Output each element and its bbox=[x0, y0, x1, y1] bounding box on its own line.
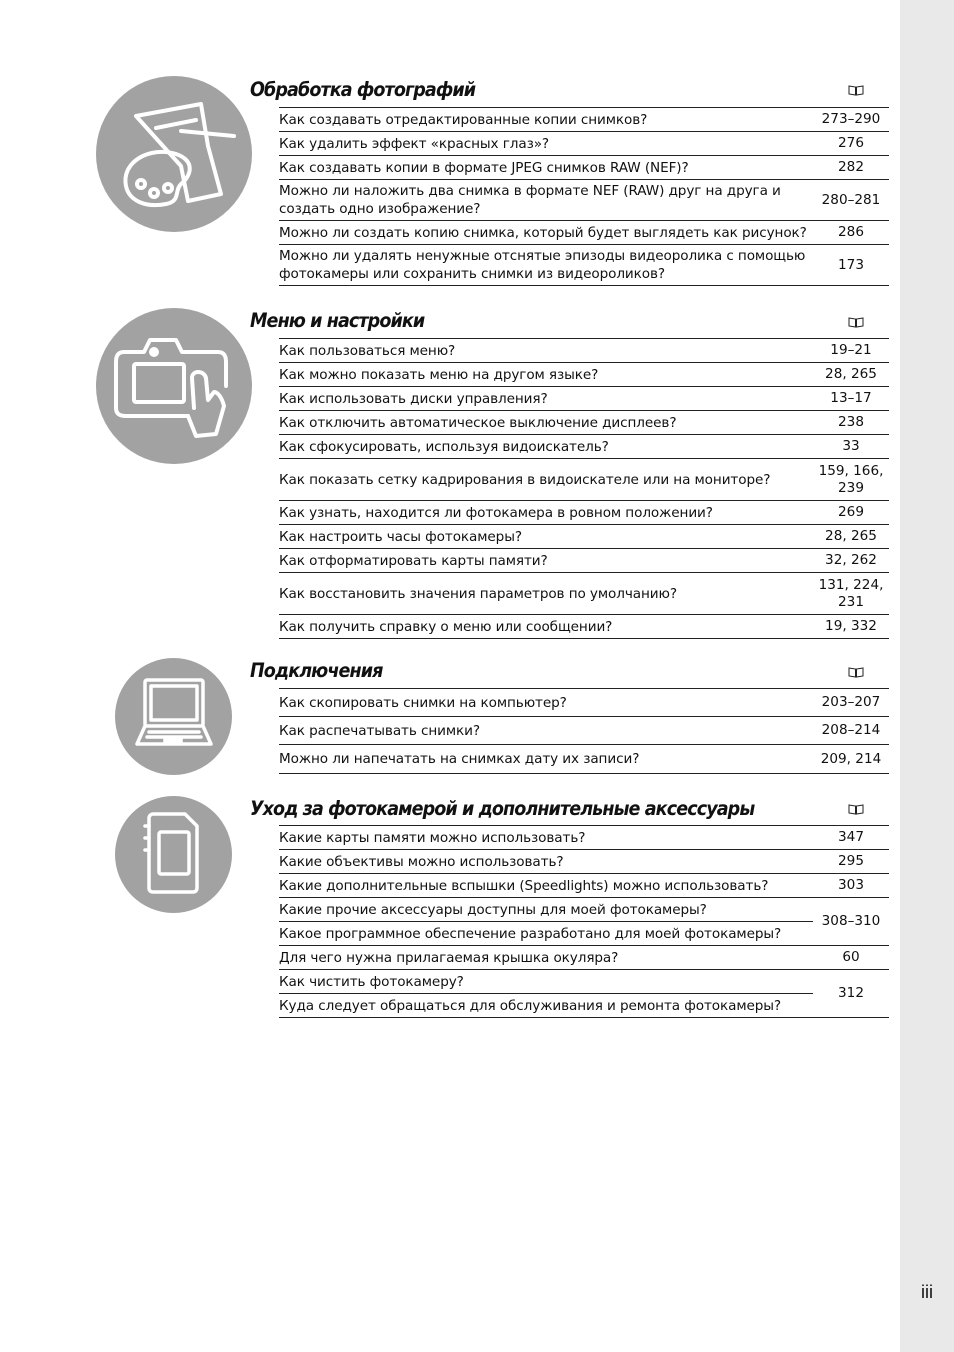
question: Куда следует обращаться для обслуживания и ремонта фотокамеры? bbox=[279, 993, 813, 1017]
table-row bbox=[279, 108, 889, 132]
laptop-icon bbox=[115, 658, 232, 775]
table-row bbox=[279, 411, 889, 435]
question: Как можно показать меню на другом языке? bbox=[279, 366, 599, 383]
question: Можно ли наложить два снимка в формате NEF (RAW) друг на друга и создать одно изображение? bbox=[279, 183, 781, 217]
table-row bbox=[279, 549, 889, 573]
question: Как пользоваться меню? bbox=[279, 342, 456, 359]
faq-table bbox=[279, 338, 889, 639]
page-ref: 19–21 bbox=[830, 342, 872, 358]
page-ref: 273–290 bbox=[821, 111, 881, 127]
table-row bbox=[279, 745, 889, 774]
question: Какие карты памяти можно использовать? bbox=[279, 829, 586, 846]
table-row bbox=[279, 221, 889, 245]
page-ref: 28, 265 bbox=[825, 366, 877, 382]
table-row bbox=[279, 132, 889, 156]
palette-icon bbox=[96, 76, 252, 232]
question: Как создавать отредактированные копии снимков? bbox=[279, 111, 648, 128]
page-ref: 33 bbox=[842, 438, 860, 454]
page-ref: 32, 262 bbox=[825, 552, 877, 568]
question: Как скопировать снимки на компьютер? bbox=[279, 694, 567, 711]
page-ref: 13–17 bbox=[830, 390, 872, 406]
faq-table bbox=[279, 688, 889, 774]
question: Как получить справку о меню или сообщении? bbox=[279, 618, 613, 635]
table-row bbox=[279, 874, 889, 898]
page-number: iii bbox=[921, 1282, 933, 1302]
question: Как отключить автоматическое выключение дисплеев? bbox=[279, 414, 677, 431]
question: Как распечатывать снимки? bbox=[279, 722, 481, 739]
question: Как отформатировать карты памяти? bbox=[279, 552, 548, 569]
page-ref: 282 bbox=[838, 159, 864, 175]
question-group bbox=[279, 898, 813, 945]
table-row bbox=[279, 970, 889, 1018]
page-ref: 312 bbox=[838, 985, 864, 1001]
question: Как создавать копии в формате JPEG снимков RAW (NEF)? bbox=[279, 159, 689, 176]
table-row bbox=[279, 615, 889, 639]
table-row bbox=[279, 339, 889, 363]
page-ref: 295 bbox=[838, 853, 864, 869]
book-icon bbox=[848, 316, 864, 328]
section-title: Уход за фотокамерой и дополнительные аксессуары bbox=[250, 797, 755, 820]
question: Можно ли создать копию снимка, который будет выглядеть как рисунок? bbox=[279, 224, 807, 241]
camera-hand-icon bbox=[96, 308, 252, 464]
page-ref: 208–214 bbox=[821, 722, 881, 738]
book-icon bbox=[848, 666, 864, 678]
section-title: Обработка фотографий bbox=[250, 78, 476, 101]
page-ref: 286 bbox=[838, 224, 864, 240]
table-row bbox=[279, 826, 889, 850]
question: Для чего нужна прилагаемая крышка окуляра? bbox=[279, 949, 619, 966]
page-ref: 131, 224, 231 bbox=[818, 576, 884, 610]
table-row bbox=[279, 525, 889, 549]
page-ref: 173 bbox=[838, 256, 864, 273]
section-title: Подключения bbox=[250, 659, 383, 682]
page-ref: 238 bbox=[838, 414, 864, 430]
table-row bbox=[279, 717, 889, 745]
section-title: Меню и настройки bbox=[250, 309, 425, 332]
side-strip bbox=[900, 0, 954, 1352]
question: Как чистить фотокамеру? bbox=[279, 973, 464, 990]
table-row bbox=[279, 363, 889, 387]
question: Как узнать, находится ли фотокамера в ровном положении? bbox=[279, 504, 713, 521]
page-ref: 280–281 bbox=[821, 191, 881, 208]
table-row bbox=[279, 387, 889, 411]
table-row bbox=[279, 245, 889, 286]
table-row bbox=[279, 573, 889, 615]
table-row bbox=[279, 156, 889, 180]
question: Как использовать диски управления? bbox=[279, 390, 548, 407]
faq-table bbox=[279, 107, 889, 286]
question-group bbox=[279, 970, 813, 1017]
question: Можно ли удалять ненужные отснятые эпизоды видеоролика с помощью фотокамеры или сохранить снимки из видеороликов? bbox=[279, 248, 806, 282]
page-ref: 308–310 bbox=[821, 913, 881, 929]
faq-table bbox=[279, 825, 889, 1018]
page-ref: 276 bbox=[838, 135, 864, 151]
table-row bbox=[279, 898, 889, 946]
table-row bbox=[279, 459, 889, 501]
book-icon bbox=[848, 803, 864, 815]
page-ref: 347 bbox=[838, 829, 864, 845]
table-row bbox=[279, 501, 889, 525]
question: Как сфокусировать, используя видоискатель? bbox=[279, 438, 609, 455]
page-ref: 203–207 bbox=[821, 694, 881, 710]
table-row bbox=[279, 435, 889, 459]
page-ref: 19, 332 bbox=[825, 618, 877, 634]
question: Как восстановить значения параметров по умолчанию? bbox=[279, 585, 677, 602]
question: Как показать сетку кадрирования в видоискателе или на мониторе? bbox=[279, 471, 771, 488]
page-ref: 159, 166, 239 bbox=[818, 462, 884, 496]
question: Какие дополнительные вспышки (Speedlights) можно использовать? bbox=[279, 877, 769, 894]
table-row bbox=[279, 689, 889, 717]
table-row bbox=[279, 850, 889, 874]
question: Какое программное обеспечение разработано для моей фотокамеры? bbox=[279, 921, 813, 945]
page-ref: 60 bbox=[842, 949, 860, 965]
question: Как удалить эффект «красных глаз»? bbox=[279, 135, 550, 152]
question: Можно ли напечатать на снимках дату их записи? bbox=[279, 751, 640, 767]
page-ref: 209, 214 bbox=[820, 750, 882, 767]
page-ref: 269 bbox=[838, 504, 864, 520]
page-ref: 28, 265 bbox=[825, 528, 877, 544]
table-row bbox=[279, 180, 889, 221]
memory-card-icon bbox=[115, 796, 232, 913]
page-ref: 303 bbox=[838, 877, 864, 893]
question: Какие прочие аксессуары доступны для моей фотокамеры? bbox=[279, 901, 707, 918]
question: Как настроить часы фотокамеры? bbox=[279, 528, 522, 545]
table-row bbox=[279, 946, 889, 970]
book-icon bbox=[848, 84, 864, 96]
question: Какие объективы можно использовать? bbox=[279, 853, 564, 870]
